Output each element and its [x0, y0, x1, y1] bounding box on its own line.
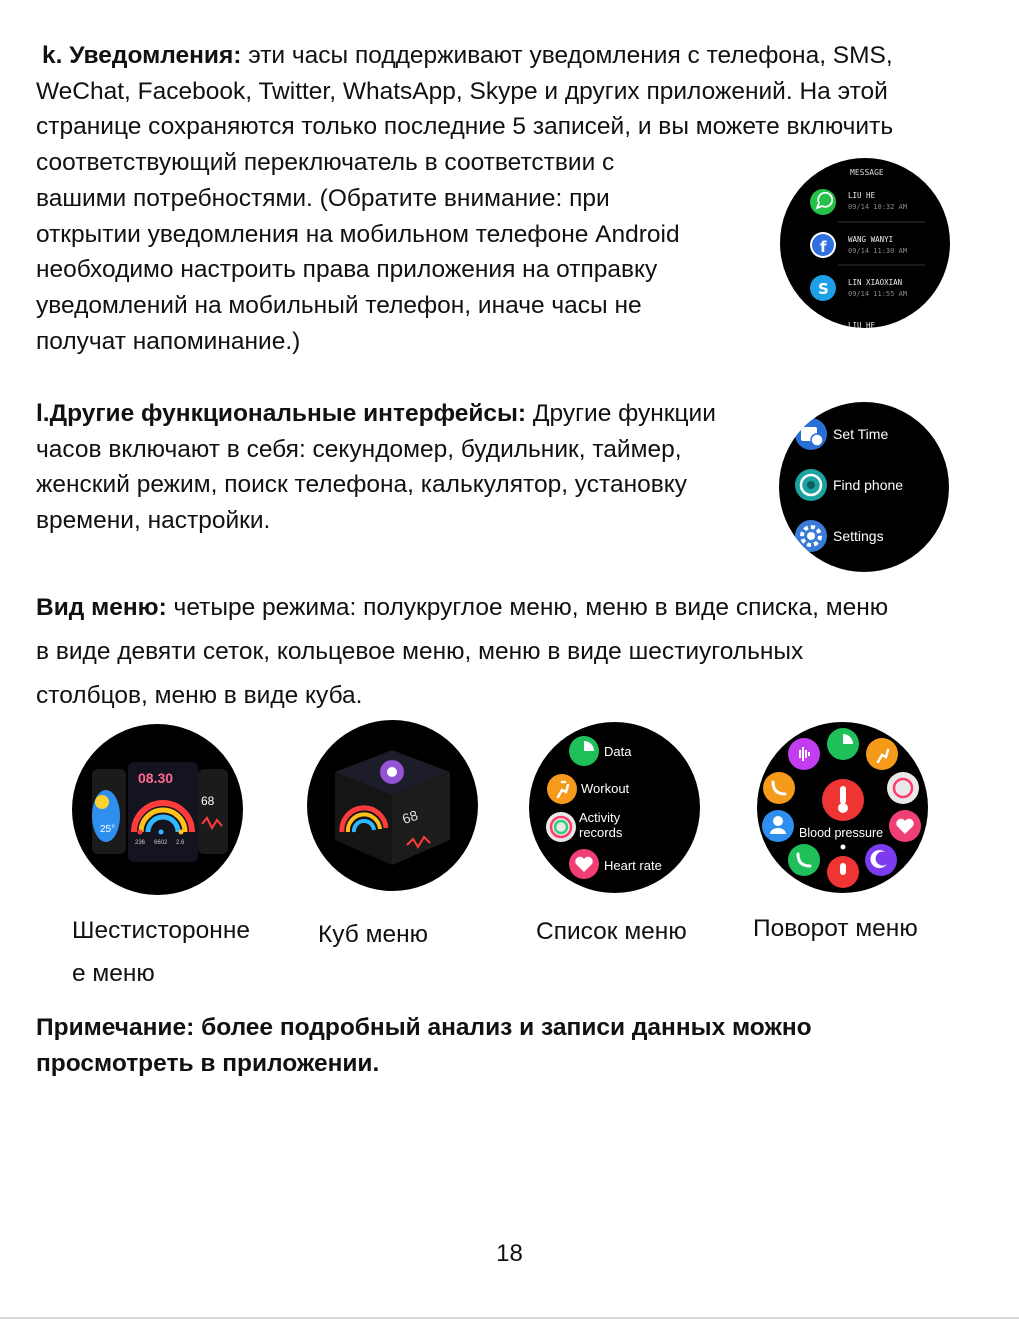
settings-label: Settings [833, 528, 884, 544]
notifications-line-5: вашими потребностями. (Обратите внимание: при [36, 184, 610, 212]
facebook-glyph: f [820, 238, 827, 256]
message-4-name-partial: LIU HE [848, 321, 876, 328]
message-3-name: LIN XIAOXIAN [848, 278, 903, 287]
thermometer-glyph [840, 786, 846, 804]
menu-line-1: Вид меню: четыре режима: полукруглое меню, меню в виде списка, меню [36, 594, 889, 621]
clock-glyph [811, 434, 823, 446]
notifications-line-6: открытии уведомления на мобильном телефоне Android [36, 220, 680, 248]
notifications-line-7: необходимо настроить права приложения на отправку [36, 256, 658, 284]
find-phone-dot [807, 481, 815, 489]
message-2-name: WANG WANYI [848, 235, 894, 244]
hex-stat-1: 236 [135, 840, 146, 846]
list-heart-rate-label: Heart rate [604, 858, 662, 873]
notifications-line-1: k. Уведомления: эти часы поддерживают уведомления с телефона, SMS, [42, 42, 893, 69]
rotary-menu-graphic [757, 722, 928, 893]
note-line-1: Примечание: более подробный анализ и записи данных можно [36, 1014, 812, 1041]
rotary-center-dot [841, 845, 846, 850]
notifications-line-8: уведомлений на мобильный телефон, иначе часы не [36, 291, 642, 319]
stat-dot [138, 830, 143, 835]
find-phone-label: Find phone [833, 477, 904, 493]
message-screen-graphic [780, 158, 950, 328]
rotary-phone-icon [788, 844, 820, 876]
sun-icon [95, 795, 109, 809]
cube-menu-graphic [307, 720, 478, 891]
other-functions-section [36, 396, 776, 539]
list-menu-watch [529, 722, 700, 893]
caption-list-menu: Список меню [536, 918, 687, 945]
rotary-menu-watch [757, 722, 928, 893]
thermometer-small-glyph [840, 863, 846, 875]
functions-watch-screen [779, 402, 949, 572]
hex-time: 08.30 [138, 770, 174, 786]
caption-rotary-menu: Поворот меню [753, 915, 918, 942]
notifications-line-2: WeChat, Facebook, Twitter, WhatsApp, Skype и других приложений. На этой [36, 77, 888, 105]
cube-side-value: 68 [400, 806, 420, 827]
message-watch-screen [780, 158, 950, 328]
hex-side-value: 68 [201, 794, 215, 808]
page-bottom-edge [0, 1317, 1019, 1319]
notifications-heading: k. Уведомления: [42, 42, 242, 69]
list-workout-label: Workout [581, 781, 630, 796]
rotary-phone-orange-icon [763, 772, 795, 804]
cube-menu-watch [307, 720, 478, 891]
other-heading: l.Другие функциональные интерфейсы: [36, 400, 527, 427]
gear-center [807, 532, 815, 540]
notifications-line-4: соответствующий переключатель в соответствии с [36, 149, 615, 177]
hex-right-panel [198, 769, 228, 854]
message-3-time: 09/14 11:55 AM [848, 290, 908, 298]
set-time-label: Set Time [833, 426, 889, 442]
message-screen-title: MESSAGE [850, 168, 884, 177]
menu-line-3: столбцов, меню в виде куба. [36, 682, 363, 709]
message-1-time: 09/14 10:32 AM [848, 203, 908, 211]
menu-heading: Вид меню: [36, 594, 167, 621]
list-data-label: Data [604, 744, 632, 759]
other-line-3: женский режим, поиск телефона, калькулятор, установку [36, 471, 688, 499]
contacts-head [773, 816, 783, 826]
note [36, 1010, 936, 1082]
other-line-2: часов включают в себя: секундомер, будильник, таймер, [36, 435, 682, 463]
hex-stat-2: 6602 [154, 840, 168, 846]
menu-line-2: в виде девяти сеток, кольцевое меню, меню в виде шестиугольных [36, 638, 804, 665]
functions-screen-graphic [779, 402, 949, 572]
rotary-moon-icon [865, 844, 897, 876]
hex-menu-graphic [72, 724, 243, 895]
stat-dot [159, 830, 164, 835]
skype-glyph: S [818, 280, 829, 298]
stat-dot [179, 830, 184, 835]
caption-hex-menu-2: е меню [72, 960, 155, 987]
caption-cube-menu: Куб меню [318, 921, 429, 948]
list-activity-label: Activity records [579, 810, 623, 840]
rotary-blood-pressure-label: Blood pressure [799, 826, 884, 840]
message-1-name: LIU HE [848, 191, 876, 200]
note-line-2: просмотреть в приложении. [36, 1050, 380, 1077]
notifications-line-3: странице сохраняются только последние 5 записей, и вы можете включить [36, 113, 894, 141]
other-line-1: l.Другие функциональные интерфейсы: Другие функции [36, 400, 716, 427]
rotary-activity-icon [887, 772, 919, 804]
hex-temperature: 25° [100, 824, 116, 835]
notifications-line-9: получат напоминание.) [36, 327, 301, 355]
other-line-4: времени, настройки. [36, 507, 271, 535]
thermometer-bulb [838, 803, 848, 813]
cube-top-play-icon [387, 767, 397, 777]
list-menu-graphic [529, 722, 700, 893]
caption-hex-menu-1: Шестисторонне [72, 917, 250, 944]
hex-stat-3: 2.6 [176, 840, 185, 846]
message-2-time: 09/14 11:30 AM [848, 247, 908, 255]
page-number: 18 [496, 1240, 523, 1267]
hex-menu-watch [72, 724, 243, 895]
list-activity-wrapper [579, 810, 689, 846]
menu-section [36, 586, 996, 718]
